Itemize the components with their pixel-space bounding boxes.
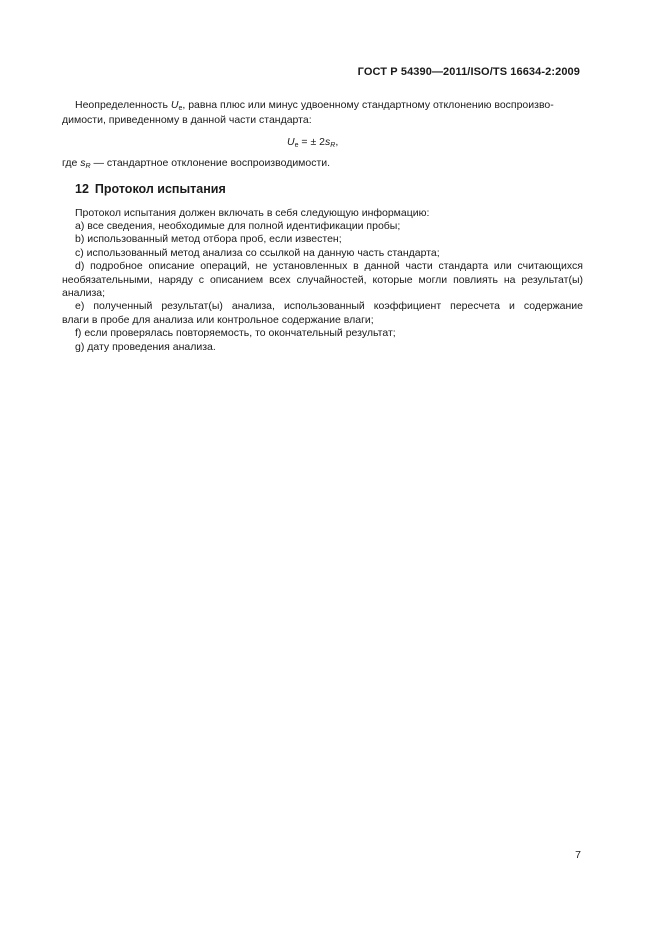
text: — стандартное отклонение воспроизводимости. <box>90 157 331 169</box>
text: Неопределенность <box>75 99 171 111</box>
list-item-f: f) если проверялась повторяемость, то окончательный результат; <box>75 327 396 339</box>
section-heading <box>75 182 226 196</box>
formula-operator: = ± 2 <box>298 136 325 148</box>
section-number: 12 <box>75 182 89 196</box>
uncertainty-paragraph-line-1 <box>75 99 554 112</box>
symbol-u: U <box>170 99 179 111</box>
list-item-g: g) дату проведения анализа. <box>75 341 216 353</box>
symbol-s: s <box>80 157 86 169</box>
subscript-r: R <box>330 142 336 149</box>
list-item-b: b) использованный метод отбора проб, если известен; <box>75 233 342 245</box>
list-item-a: a) все сведения, необходимые для полной идентификации пробы; <box>75 220 401 232</box>
uncertainty-paragraph-line-2: димости, приведенному в данной части стандарта: <box>62 114 312 126</box>
list-item-e-line-2: влаги в пробе для анализа или контрольное содержание влаги; <box>62 314 374 326</box>
list-item-e-line-1: e) полученный результат(ы) анализа, использованный коэффициент пересчета и содержание <box>75 300 583 312</box>
subscript-e: e <box>294 142 299 149</box>
formula <box>287 136 338 149</box>
list-item-d-line-2: необязательными, наряду с описанием всех случайностей, которые могли повлиять на результат(ы) <box>62 274 583 286</box>
subscript-e: e <box>178 105 183 112</box>
symbol-s: s <box>325 136 331 148</box>
text: где <box>62 157 81 169</box>
section-title: Протокол испытания <box>94 182 226 196</box>
text: , равна плюс или минус удвоенному стандартному отклонению воспроизво- <box>182 99 554 111</box>
list-item-d-line-1: d) подробное описание операций, не установленных в данной части стандарта или считающихся <box>75 260 583 272</box>
document-header: ГОСТ Р 54390—2011/ISO/TS 16634-2:2009 <box>357 66 580 78</box>
where-clause <box>62 157 330 170</box>
list-item-c: c) использованный метод анализа со ссылкой на данную часть стандарта; <box>75 247 440 259</box>
subscript-r: R <box>85 163 91 170</box>
formula-end: , <box>335 136 339 148</box>
symbol-u: U <box>287 136 295 148</box>
page-number: 7 <box>575 849 581 861</box>
list-item-d-line-3: анализа; <box>62 287 106 299</box>
report-intro: Протокол испытания должен включать в себя следующую информацию: <box>75 207 430 219</box>
